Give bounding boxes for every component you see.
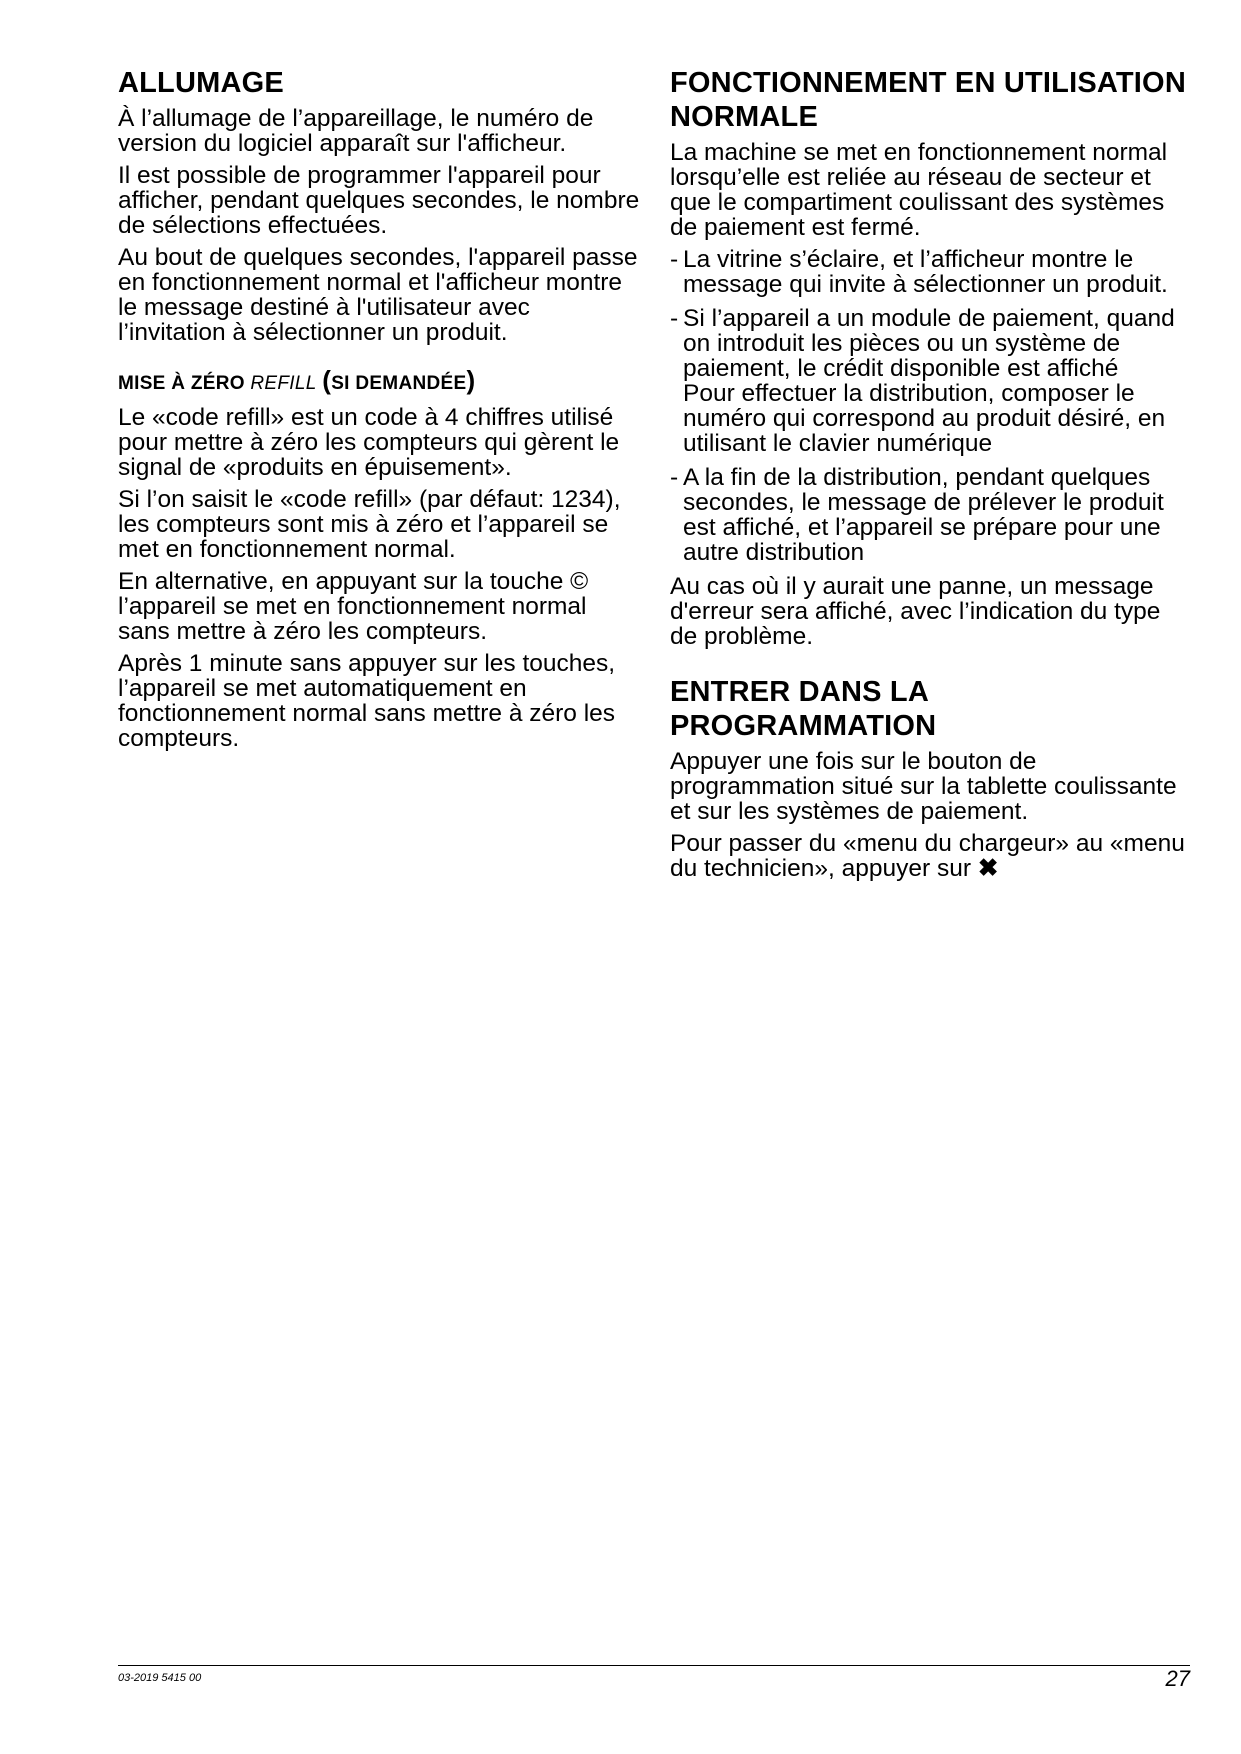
heading-fonctionnement: FONCTIONNEMENT EN UTILISATION NORMALE	[670, 67, 1186, 133]
paragraph	[670, 831, 1192, 881]
subheading-part: MISE À ZÉRO	[118, 373, 245, 394]
bullet-list	[670, 247, 1192, 565]
right-column	[670, 66, 1192, 888]
footer-document-code: 03-2019 5415 00	[118, 1672, 202, 1684]
list-item-text: La vitrine s’éclaire, et l’afficheur montre le message qui invite à sélectionner un produit.	[683, 246, 1168, 298]
x-key-icon: ✖	[977, 855, 999, 882]
subheading-refill: REFILL	[250, 373, 317, 394]
footer-divider	[118, 1665, 1190, 1666]
list-item-subtext: Pour effectuer la distribution, composer le numéro qui correspond au produit désiré, en utilisant le clavier numérique	[683, 380, 1166, 457]
list-item: - A la fin de la distribution, pendant quelques secondes, le message de prélever le produit est affiché, et l’appareil se prépare pour une autre distribution	[670, 464, 1164, 566]
heading-allumage: ALLUMAGE	[118, 67, 284, 99]
paragraph: Appuyer une fois sur le bouton de programmation situé sur la tablette coulissante et sur les systèmes de paiement.	[670, 748, 1177, 825]
paragraph-text: Pour passer du «menu du chargeur» au «menu du technicien», appuyer sur	[670, 830, 1185, 882]
paragraph: Au cas où il y aurait une panne, un message d'erreur sera affiché, avec l’indication du type de problème.	[670, 573, 1161, 650]
list-item-text: Si l’appareil a un module de paiement, quand on introduit les pièces ou un système de paiement, le crédit disponible est affiché	[683, 305, 1175, 382]
paragraph: Après 1 minute sans appuyer sur les touches, l’appareil se met automatiquement en fonctionnement normal sans mettre à zéro les compteurs.	[118, 650, 616, 752]
list-item: - Si l’appareil a un module de paiement, quand on introduit les pièces ou un système de paiement, le crédit disponible est affiché Pour effectuer la distribution, composer le numéro qui correspond au produit désiré, en utilisant le clavier numérique	[670, 306, 1192, 456]
page-number: 27	[1165, 1666, 1190, 1691]
paragraph: À l’allumage de l’appareillage, le numéro de version du logiciel apparaît sur l'afficheur.	[118, 105, 594, 157]
left-column	[118, 66, 640, 758]
subheading-mise-a-zero: MISE À ZÉRO REFILL (SI DEMANDÉE)	[118, 365, 476, 395]
paragraph: Le «code refill» est un code à 4 chiffres utilisé pour mettre à zéro les compteurs qui gèrent le signal de «produits en épuisement».	[118, 404, 620, 481]
paragraph: En alternative, en appuyant sur la touche © l’appareil se met en fonctionnement normal sans mettre à zéro les compteurs.	[118, 568, 589, 645]
heading-programmation: ENTRER DANS LA PROGRAMMATION	[670, 676, 937, 742]
paragraph: Au bout de quelques secondes, l'appareil passe en fonctionnement normal et l'afficheur montre le message destiné à l'utilisateur avec l’invitation à sélectionner un produit.	[118, 244, 638, 346]
subheading-part: SI DEMANDÉE	[331, 373, 467, 394]
paragraph: Si l’on saisit le «code refill» (par défaut: 1234), les compteurs sont mis à zéro et l’appareil se met en fonctionnement normal.	[118, 486, 621, 563]
paragraph: Il est possible de programmer l'appareil pour afficher, pendant quelques secondes, le nombre de sélections effectuées.	[118, 162, 640, 239]
list-item-text: A la fin de la distribution, pendant quelques secondes, le message de prélever le produit est affiché, et l’appareil se prépare pour une autre distribution	[683, 464, 1164, 566]
paragraph: La machine se met en fonctionnement normal lorsqu’elle est reliée au réseau de secteur et que le compartiment coulissant des systèmes de paiement est fermé.	[670, 139, 1168, 241]
list-item: - La vitrine s’éclaire, et l’afficheur montre le message qui invite à sélectionner un produit.	[670, 246, 1168, 298]
